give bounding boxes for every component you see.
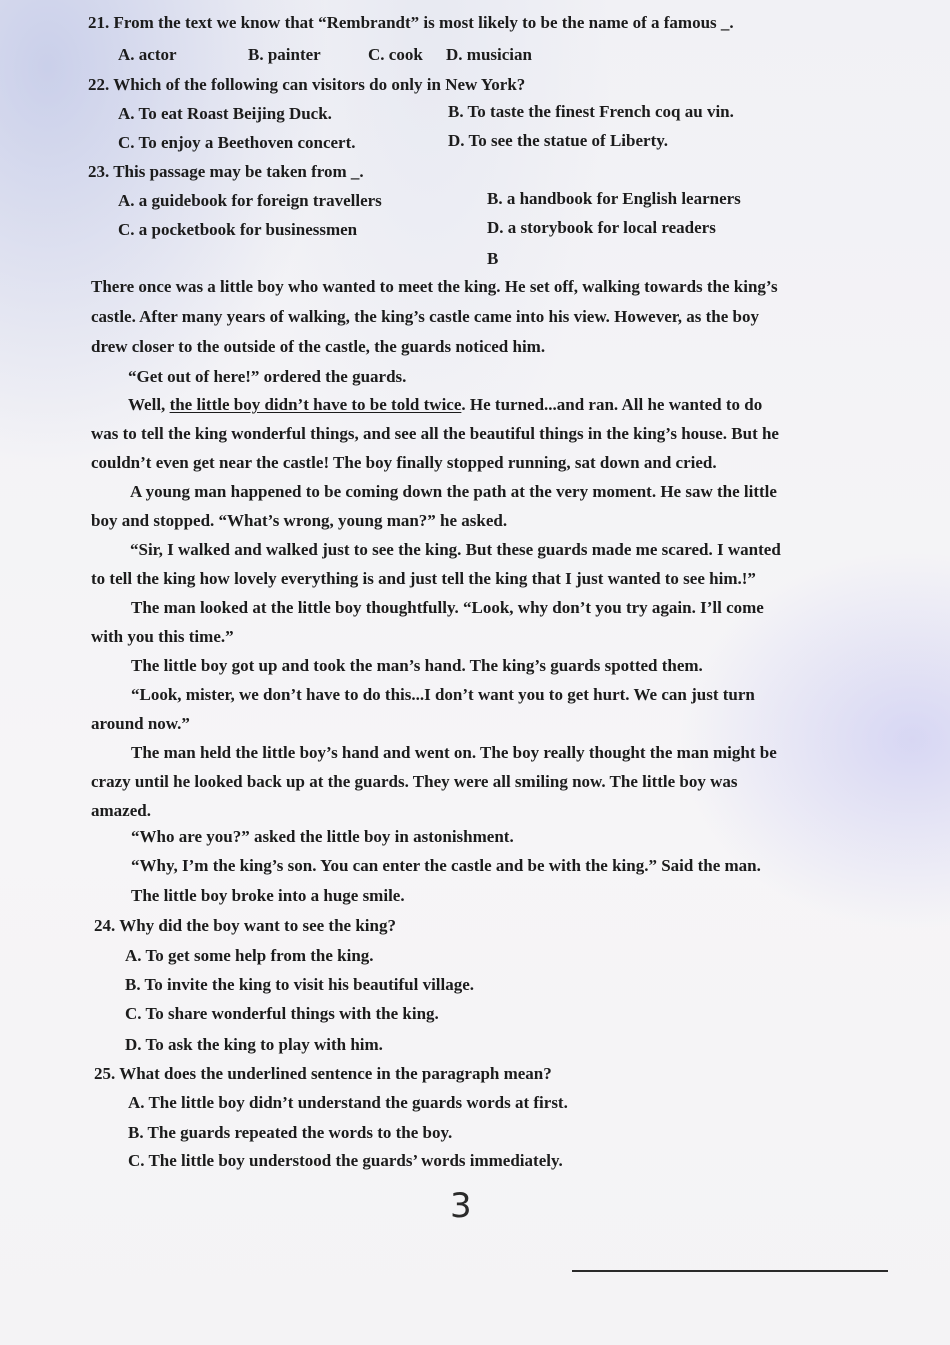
q22-option-d: D. To see the statue of Liberty. [448, 131, 669, 150]
q24-option-b: B. To invite the king to visit his beautiful village. [125, 975, 475, 994]
passage-line: drew closer to the outside of the castle, the guards noticed him. [91, 337, 546, 356]
q25-option-c: C. The little boy understood the guards’ words immediately. [128, 1151, 563, 1170]
q21-option-d: D. musician [446, 45, 532, 64]
question-22-stem: 22. Which of the following can visitors do only in New York? [88, 75, 526, 94]
q23-option-b: B. a handbook for English learners [487, 189, 741, 208]
passage-line: with you this time.” [91, 627, 234, 646]
passage-line: The man looked at the little boy thoughtfully. “Look, why don’t you try again. I’ll come [131, 598, 764, 617]
q24-option-a: A. To get some help from the king. [125, 946, 374, 965]
passage-line: couldn’t even get near the castle! The boy finally stopped running, sat down and cried. [91, 453, 717, 472]
passage-line: amazed. [91, 801, 151, 820]
passage-text: . He turned...and ran. All he wanted to do [461, 395, 763, 414]
passage-text: Well, [128, 395, 170, 414]
passage-line: castle. After many years of walking, the king’s castle came into his view. However, as the boy [91, 307, 759, 326]
bottom-divider [572, 1270, 888, 1272]
q25-option-b: B. The guards repeated the words to the boy. [128, 1123, 453, 1142]
q23-option-c: C. a pocketbook for businessmen [118, 220, 358, 239]
q21-option-a: A. actor [118, 45, 177, 64]
question-21-stem: 21. From the text we know that “Rembrandt” is most likely to be the name of a famous _. [88, 13, 734, 32]
passage-line: The man held the little boy’s hand and went on. The boy really thought the man might be [131, 743, 777, 762]
q22-option-b: B. To taste the finest French coq au vin. [448, 102, 734, 121]
passage-line: was to tell the king wonderful things, and see all the beautiful things in the king’s house. But he [91, 424, 779, 443]
passage-line: crazy until he looked back up at the guards. They were all smiling now. The little boy was [91, 772, 738, 791]
passage-line-with-underline [128, 394, 762, 416]
q25-option-a: A. The little boy didn’t understand the guards words at first. [128, 1093, 568, 1112]
page-number: 3 [450, 1186, 472, 1226]
question-25-stem: 25. What does the underlined sentence in the paragraph mean? [94, 1064, 552, 1083]
passage-line: around now.” [91, 714, 190, 733]
q21-option-b: B. painter [248, 45, 321, 64]
passage-line: to tell the king how lovely everything is and just tell the king that I just wanted to see him.!” [91, 569, 756, 588]
passage-line: A young man happened to be coming down the path at the very moment. He saw the little [130, 482, 777, 501]
passage-line: “Who are you?” asked the little boy in astonishment. [131, 827, 514, 846]
q23-option-d: D. a storybook for local readers [487, 218, 716, 237]
passage-line: The little boy got up and took the man’s hand. The king’s guards spotted them. [131, 656, 703, 675]
passage-line: “Look, mister, we don’t have to do this...I don’t want you to get hurt. We can just turn [131, 685, 755, 704]
passage-line: There once was a little boy who wanted to meet the king. He set off, walking towards the king’s [91, 277, 778, 296]
passage-line: The little boy broke into a huge smile. [131, 886, 405, 905]
q24-option-d: D. To ask the king to play with him. [125, 1035, 383, 1054]
question-23-stem: 23. This passage may be taken from _. [88, 162, 364, 181]
section-b-label: B [487, 249, 499, 268]
passage-line: “Sir, I walked and walked just to see the king. But these guards made me scared. I wanted [130, 540, 781, 559]
q21-option-c: C. cook [368, 45, 423, 64]
passage-line: boy and stopped. “What’s wrong, young man?” he asked. [91, 511, 508, 530]
q24-option-c: C. To share wonderful things with the king. [125, 1004, 439, 1023]
q22-option-c: C. To enjoy a Beethoven concert. [118, 133, 356, 152]
q22-option-a: A. To eat Roast Beijing Duck. [118, 104, 332, 123]
underlined-sentence: the little boy didn’t have to be told twice [169, 395, 462, 414]
q23-option-a: A. a guidebook for foreign travellers [118, 191, 382, 210]
question-24-stem: 24. Why did the boy want to see the king? [94, 916, 396, 935]
passage-line: “Get out of here!” ordered the guards. [128, 367, 407, 386]
passage-line: “Why, I’m the king’s son. You can enter the castle and be with the king.” Said the man. [131, 856, 761, 875]
